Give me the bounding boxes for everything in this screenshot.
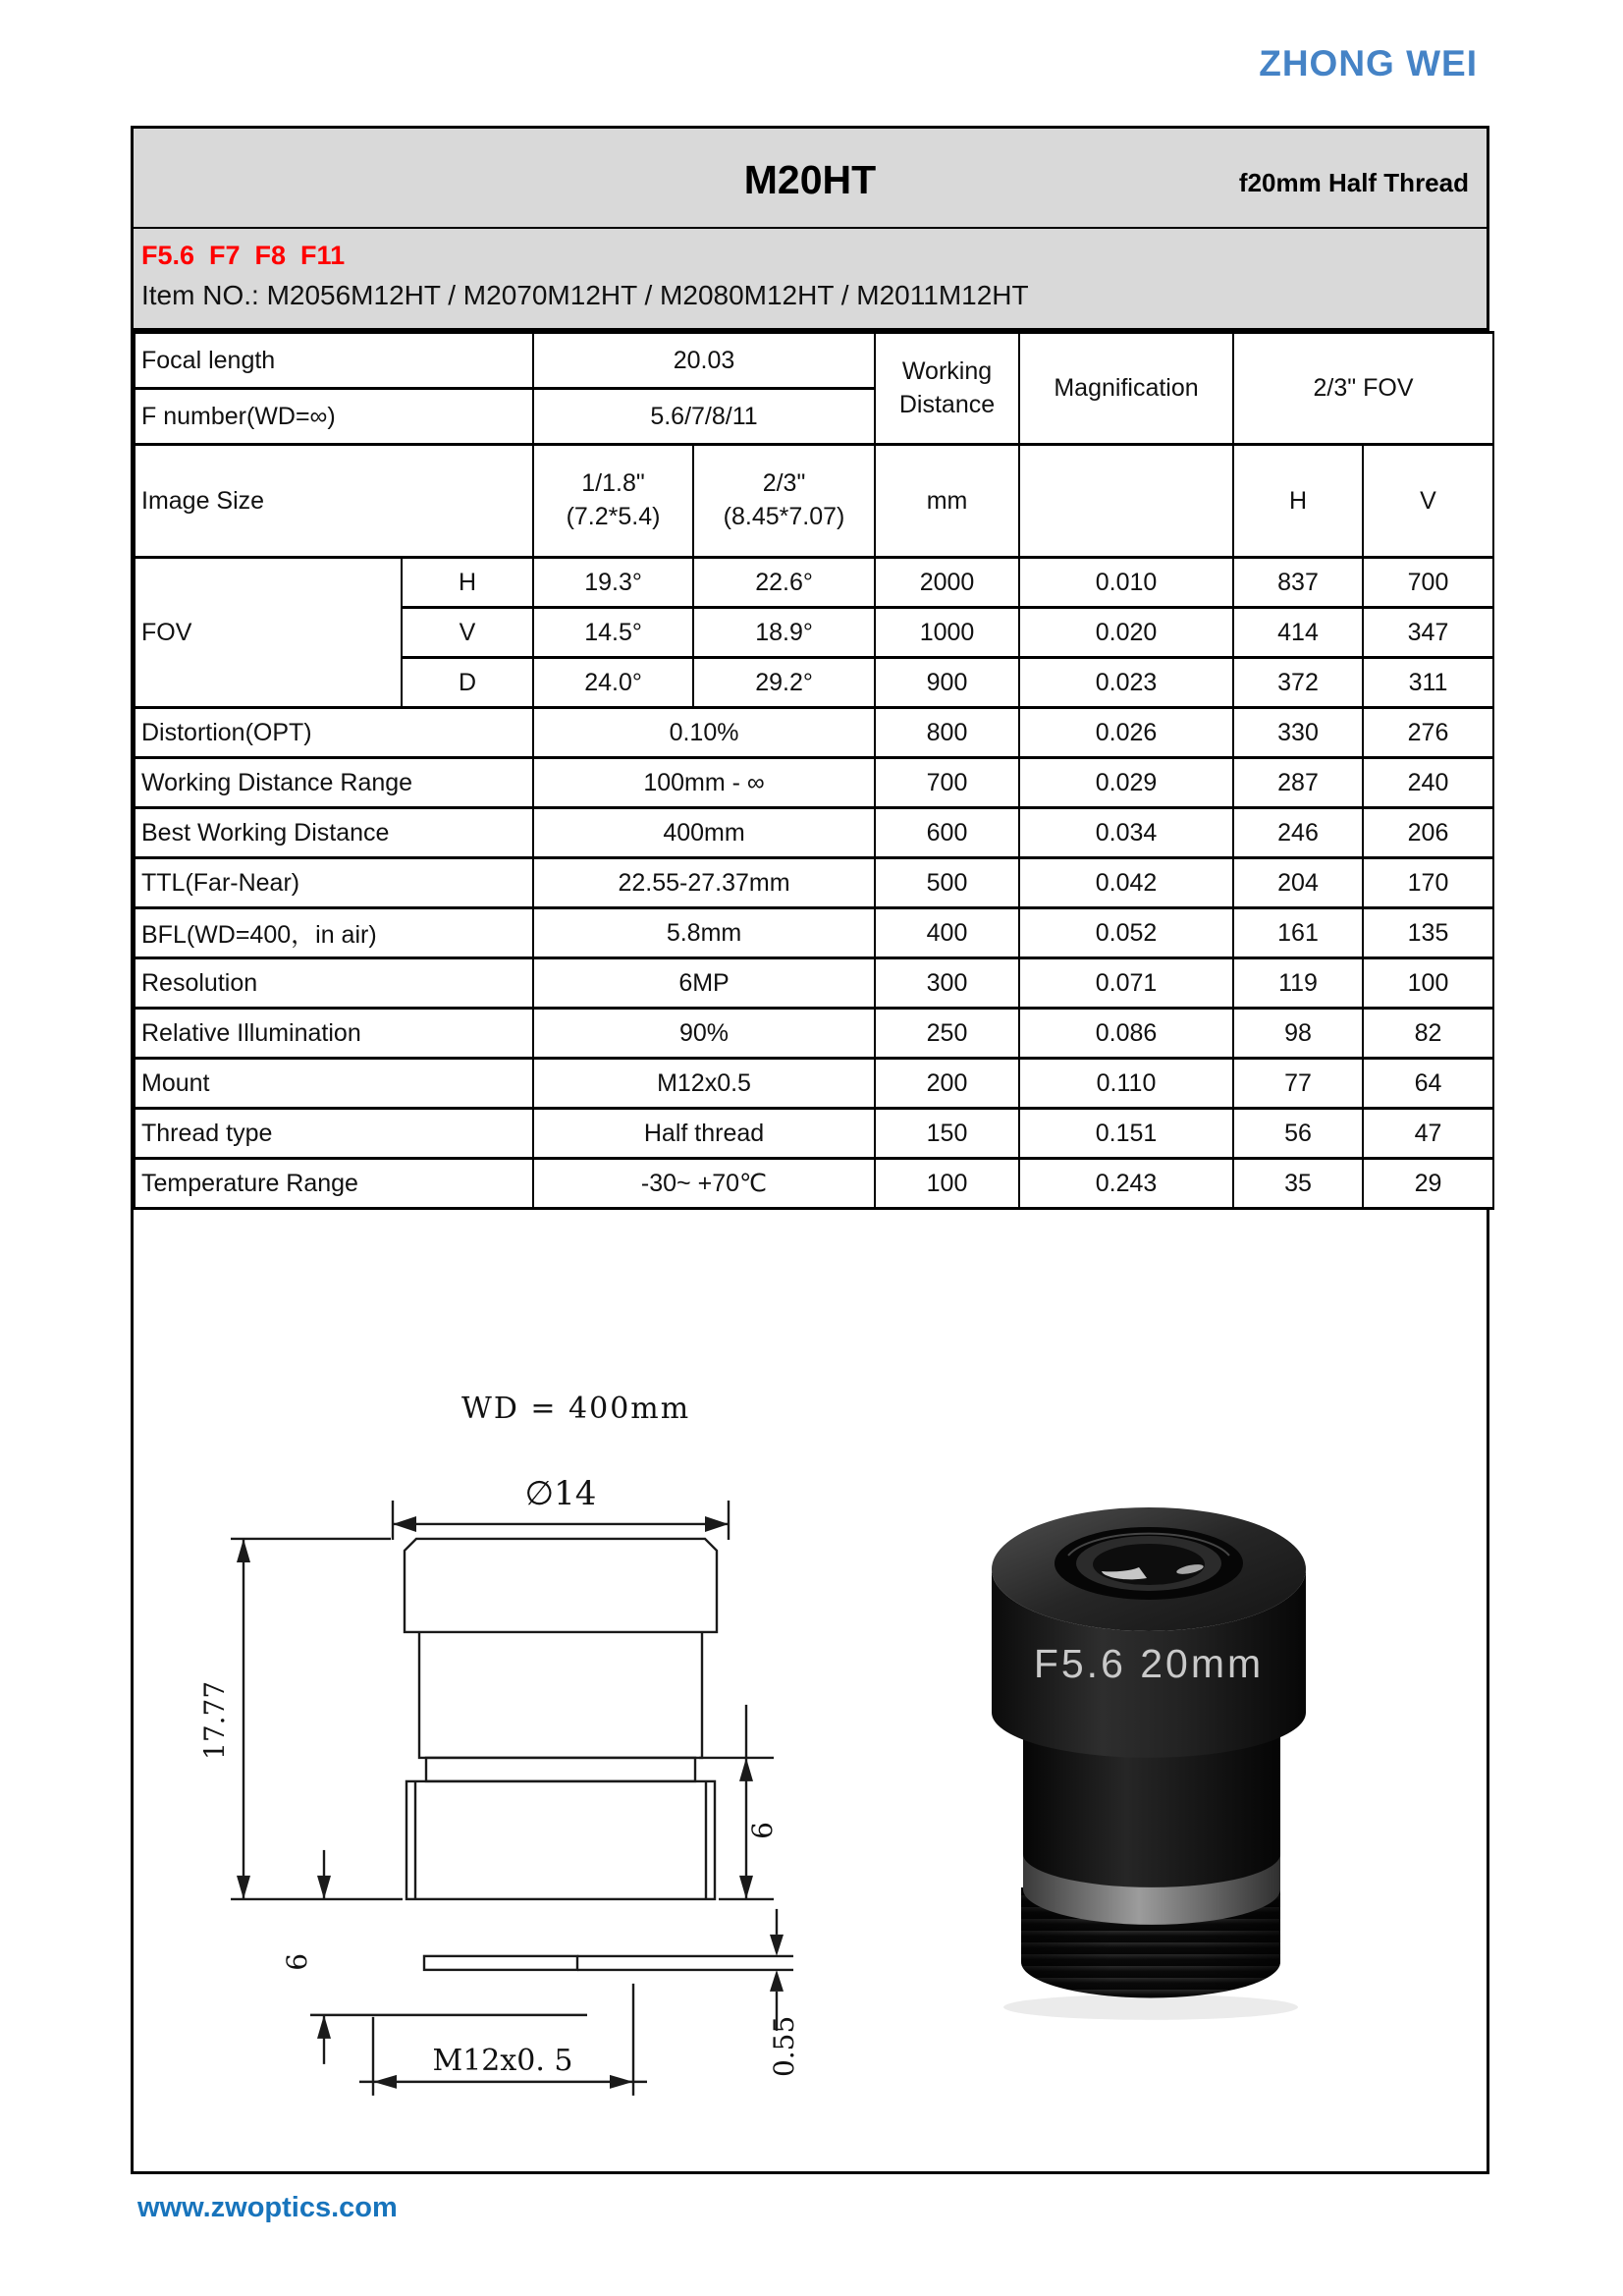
info-band — [134, 229, 1487, 331]
working-distance-cell: 900 — [875, 658, 1019, 708]
title-bar — [134, 129, 1487, 229]
website-link[interactable]: www.zwoptics.com — [137, 2192, 398, 2223]
fov-h-cell: 330 — [1233, 708, 1363, 758]
spec-label-cell: Mount — [135, 1059, 533, 1109]
dimension-labels — [198, 1392, 800, 2078]
fov-v-cell: 700 — [1363, 558, 1493, 608]
v-column-header: V — [1363, 445, 1493, 558]
table-row — [135, 1059, 1493, 1109]
spec-label-cell: Relative Illumination — [135, 1009, 533, 1059]
working-distance-cell: 500 — [875, 858, 1019, 908]
table-row — [135, 858, 1493, 908]
spec-label-cell: BFL(WD=400，in air) — [135, 908, 533, 958]
focal-length-value: 20.03 — [533, 333, 875, 389]
fov-v-cell: 240 — [1363, 758, 1493, 808]
working-distance-cell: 600 — [875, 808, 1019, 858]
fov-v-cell: 64 — [1363, 1059, 1493, 1109]
spec-value-cell: 400mm — [533, 808, 875, 858]
fov-sensor2-cell: 22.6° — [693, 558, 875, 608]
working-distance-cell: 200 — [875, 1059, 1019, 1109]
table-row — [135, 808, 1493, 858]
glass-dim-label: 0.55 — [767, 2015, 801, 2078]
diameter-label: ∅14 — [524, 1474, 597, 1514]
fov-v-cell: 311 — [1363, 658, 1493, 708]
magnification-cell: 0.110 — [1019, 1059, 1233, 1109]
spec-value-cell: Half thread — [533, 1109, 875, 1159]
spec-label-cell: Temperature Range — [135, 1159, 533, 1209]
working-distance-cell: 300 — [875, 958, 1019, 1009]
table-row — [135, 958, 1493, 1009]
fov-23-header: 2/3" FOV — [1233, 333, 1493, 445]
magnification-cell: 0.052 — [1019, 908, 1233, 958]
magnification-header: Magnification — [1019, 333, 1233, 445]
technical-drawing-canvas — [134, 1210, 1487, 2171]
wd-note-label: WD = 400mm — [461, 1392, 691, 1427]
glass-slot — [424, 1956, 577, 1970]
fov-label-cell: FOV — [135, 558, 402, 708]
fov-sensor1-cell: 24.0° — [533, 658, 693, 708]
fov-h-cell: 246 — [1233, 808, 1363, 858]
magnification-cell: 0.042 — [1019, 858, 1233, 908]
lens-outline-drawing — [231, 1501, 793, 2096]
spec-label-cell: Resolution — [135, 958, 533, 1009]
working-distance-cell: 700 — [875, 758, 1019, 808]
working-distance-cell: 800 — [875, 708, 1019, 758]
spec-value-cell: 6MP — [533, 958, 875, 1009]
mid-barrel-outline — [419, 1632, 702, 1758]
fov-v-cell: 276 — [1363, 708, 1493, 758]
spec-value-cell: 90% — [533, 1009, 875, 1059]
fov-h-cell: 414 — [1233, 608, 1363, 658]
spec-label-cell: Distortion(OPT) — [135, 708, 533, 758]
table-row — [135, 1109, 1493, 1159]
table-row — [135, 558, 1493, 608]
thread-note: f20mm Half Thread — [1238, 168, 1469, 197]
table-row — [135, 1159, 1493, 1209]
working-distance-cell: 1000 — [875, 608, 1019, 658]
front-glass — [1093, 1544, 1205, 1585]
fov-v-cell: 170 — [1363, 858, 1493, 908]
spec-value-cell: 22.55-27.37mm — [533, 858, 875, 908]
magnification-cell: 0.010 — [1019, 558, 1233, 608]
spec-value-cell: 5.8mm — [533, 908, 875, 958]
fov-h-cell: 98 — [1233, 1009, 1363, 1059]
magnification-cell: 0.026 — [1019, 708, 1233, 758]
magnification-cell: 0.151 — [1019, 1109, 1233, 1159]
fov-axis-cell: V — [402, 608, 533, 658]
working-distance-cell: 150 — [875, 1109, 1019, 1159]
fov-v-cell: 47 — [1363, 1109, 1493, 1159]
table-row — [135, 758, 1493, 808]
image-size-2-line2: (8.45*7.07) — [723, 503, 845, 531]
fov-sensor1-cell: 14.5° — [533, 608, 693, 658]
flange-dim-label: 6 — [280, 1953, 314, 1971]
spec-label-cell: Best Working Distance — [135, 808, 533, 858]
spec-value-cell: -30~ +70℃ — [533, 1159, 875, 1209]
spec-value-cell: 100mm - ∞ — [533, 758, 875, 808]
image-size-1-line1: 1/1.8" — [581, 469, 645, 498]
magnification-cell: 0.020 — [1019, 608, 1233, 658]
fov-axis-cell: D — [402, 658, 533, 708]
magnification-cell: 0.086 — [1019, 1009, 1233, 1059]
lens-engraving: F5.6 20mm — [1033, 1641, 1265, 1687]
image-size-label: Image Size — [135, 445, 533, 558]
image-size-1-cell — [533, 445, 693, 558]
magnification-cell: 0.071 — [1019, 958, 1233, 1009]
magnification-cell: 0.029 — [1019, 758, 1233, 808]
f-number-value: 5.6/7/8/11 — [533, 389, 875, 445]
drawing-area — [134, 1210, 1487, 2171]
table-row — [135, 708, 1493, 758]
magnification-cell: 0.243 — [1019, 1159, 1233, 1209]
fov-h-cell: 35 — [1233, 1159, 1363, 1209]
working-distance-cell: 2000 — [875, 558, 1019, 608]
fov-v-cell: 82 — [1363, 1009, 1493, 1059]
magnification-cell: 0.023 — [1019, 658, 1233, 708]
fov-sensor2-cell: 18.9° — [693, 608, 875, 658]
fov-h-cell: 119 — [1233, 958, 1363, 1009]
fov-v-cell: 29 — [1363, 1159, 1493, 1209]
height-dim-label: 17.77 — [197, 1681, 232, 1761]
image-size-2-cell — [693, 445, 875, 558]
working-distance-cell: 400 — [875, 908, 1019, 958]
working-distance-cell: 250 — [875, 1009, 1019, 1059]
mm-unit-cell: mm — [875, 445, 1019, 558]
ring-outline — [426, 1758, 695, 1781]
spec-table — [134, 331, 1494, 1210]
spec-label-cell: Thread type — [135, 1109, 533, 1159]
table-row — [135, 1009, 1493, 1059]
f-number-list: F5.6 F7 F8 F11 — [141, 241, 346, 270]
fov-v-cell: 347 — [1363, 608, 1493, 658]
fov-h-cell: 161 — [1233, 908, 1363, 958]
working-distance-header: Working Distance — [875, 333, 1019, 445]
magnification-cell: 0.034 — [1019, 808, 1233, 858]
item-number-line: Item NO.: M2056M12HT / M2070M12HT / M2080M12HT / M2011M12HT — [141, 280, 1029, 311]
fov-v-cell: 100 — [1363, 958, 1493, 1009]
fov-v-cell: 135 — [1363, 908, 1493, 958]
fov-axis-cell: H — [402, 558, 533, 608]
fov-h-cell: 204 — [1233, 858, 1363, 908]
cap-outline — [405, 1539, 717, 1632]
fov-h-cell: 837 — [1233, 558, 1363, 608]
fov-h-cell: 56 — [1233, 1109, 1363, 1159]
datasheet-frame — [131, 126, 1489, 2174]
fov-h-cell: 77 — [1233, 1059, 1363, 1109]
fov-h-cell: 372 — [1233, 658, 1363, 708]
empty-cell — [1019, 445, 1233, 558]
spec-value-cell: M12x0.5 — [533, 1059, 875, 1109]
spec-label-cell: TTL(Far-Near) — [135, 858, 533, 908]
image-size-2-line1: 2/3" — [762, 469, 806, 498]
photo-shadow — [1003, 1995, 1298, 2020]
spec-value-cell: 0.10% — [533, 708, 875, 758]
dimension-arrowheads — [237, 1516, 784, 2089]
page-title: M20HT — [743, 157, 877, 202]
fov-v-cell: 206 — [1363, 808, 1493, 858]
thread-length-dim-label: 6 — [745, 1822, 780, 1839]
thread-barrel-outline — [406, 1781, 715, 1899]
lens-photo — [992, 1507, 1306, 2020]
working-distance-cell: 100 — [875, 1159, 1019, 1209]
thread-spec-label: M12x0. 5 — [432, 2044, 573, 2079]
f-number-label: F number(WD=∞) — [135, 389, 533, 445]
focal-length-label: Focal length — [135, 333, 533, 389]
h-column-header: H — [1233, 445, 1363, 558]
fov-sensor1-cell: 19.3° — [533, 558, 693, 608]
image-size-1-line2: (7.2*5.4) — [566, 503, 661, 531]
brand-logo: ZHONG WEI — [1259, 43, 1478, 83]
fov-sensor2-cell: 29.2° — [693, 658, 875, 708]
fov-h-cell: 287 — [1233, 758, 1363, 808]
spec-label-cell: Working Distance Range — [135, 758, 533, 808]
table-row — [135, 908, 1493, 958]
